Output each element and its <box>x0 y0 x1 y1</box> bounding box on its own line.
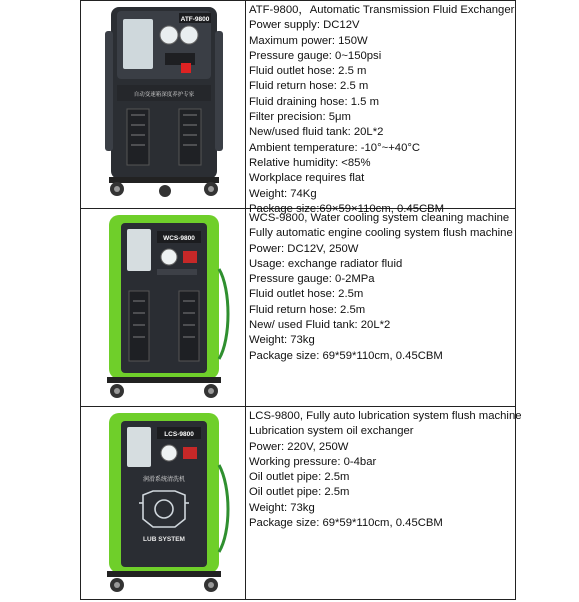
spec-line: Oil outlet pipe: 2.5m <box>249 471 350 484</box>
spec-line: Pressure gauge: 0~150psi <box>249 49 382 62</box>
spec-line: New/used fluid tank: 20L*2 <box>249 126 384 139</box>
logo-text: LUB SYSTEM <box>143 536 185 543</box>
spec-line: Package size:69×59×110cm, 0.45CBM <box>249 202 445 215</box>
product-specs-atf-9800 <box>249 3 514 217</box>
spec-line: Package size: 69*59*110cm, 0.45CBM <box>249 349 443 362</box>
table-row <box>81 209 515 407</box>
spec-line: Workplace requires flat <box>249 172 365 185</box>
spec-line: WCS-9800, Water cooling system cleaning machine <box>249 212 510 224</box>
spec-line: Working pressure: 0-4bar <box>249 455 377 468</box>
spec-line: ATF-9800，Automatic Transmission Fluid Exchanger <box>249 4 515 16</box>
spec-line: Fluid return hose: 2.5 m <box>249 80 369 93</box>
product-image-lcs-9800 <box>81 407 246 600</box>
spec-table <box>80 0 522 600</box>
spec-line: Power supply: DC12V <box>249 19 360 32</box>
table-row <box>81 1 515 215</box>
spec-line: New/ used Fluid tank: 20L*2 <box>249 319 391 332</box>
spec-line: Fluid draining hose: 1.5 m <box>249 95 379 108</box>
product-image-wcs-9800 <box>81 209 246 406</box>
spec-line: Pressure gauge: 0-2MPa <box>249 273 375 286</box>
panel-caption: 润滑系统清洗机 <box>142 476 186 483</box>
spec-line: Fluid return hose: 2.5m <box>249 303 366 316</box>
product-specs-lcs-9800 <box>249 409 522 531</box>
spec-line: Oil outlet pipe: 2.5m <box>249 486 350 499</box>
spec-line: Lubrication system oil exchanger <box>249 425 414 438</box>
spec-line: Weight: 73kg <box>249 334 315 347</box>
spec-line: LCS-9800, Fully auto lubrication system flush machine <box>249 410 522 422</box>
panel-caption: 自动变速箱深度养护专家 <box>133 92 195 98</box>
spec-line: Fluid outlet hose: 2.5m <box>249 288 364 301</box>
product-image-atf-9800 <box>81 1 246 208</box>
spec-line: Ambient temperature: -10°~+40°C <box>249 141 421 154</box>
spec-line: Package size: 69*59*110cm, 0.45CBM <box>249 517 443 530</box>
table-row <box>81 407 522 600</box>
spec-line: Power: 220V, 250W <box>249 440 349 453</box>
spec-line: Weight: 73kg <box>249 501 315 514</box>
spec-line: Maximum power: 150W <box>249 34 368 47</box>
spec-line: Relative humidity: <85% <box>249 156 371 169</box>
machine-label: WCS-9800 <box>163 235 195 242</box>
machine-label: ATF-9800 <box>180 16 210 23</box>
spec-line: Fully automatic engine cooling system flush machine <box>249 227 513 240</box>
product-specs-wcs-9800 <box>249 211 514 364</box>
spec-line: Power: DC12V, 250W <box>249 242 359 255</box>
spec-line: Filter precision: 5μm <box>249 111 351 124</box>
machine-label: LCS-9800 <box>164 431 194 438</box>
spec-line: Fluid outlet hose: 2.5 m <box>249 65 367 78</box>
spec-line: Usage: exchange radiator fluid <box>249 257 403 270</box>
spec-line: Weight: 74Kg <box>249 187 317 200</box>
